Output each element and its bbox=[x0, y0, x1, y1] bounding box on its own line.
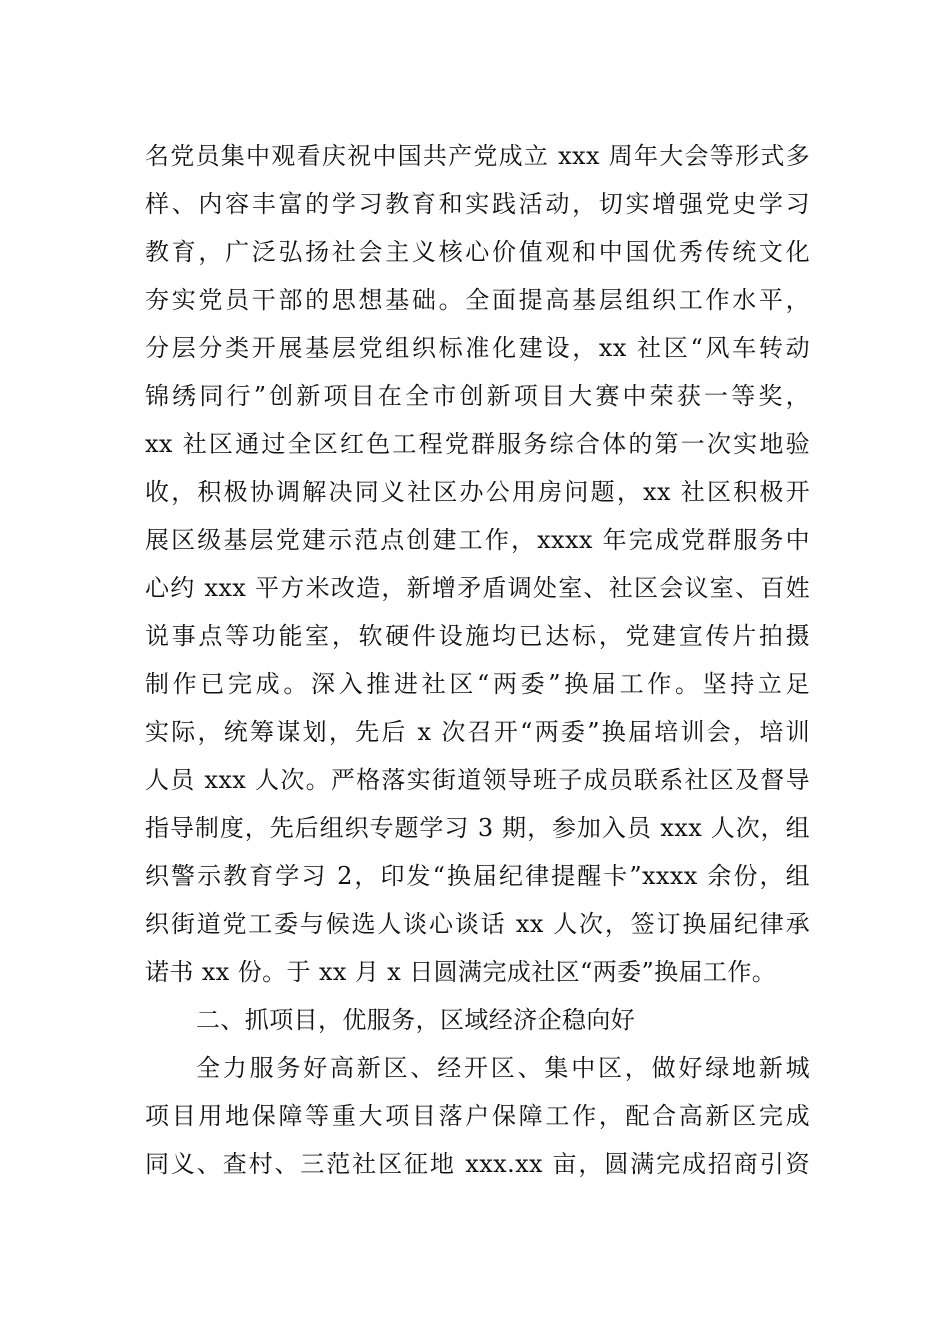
section-heading: 二、抓项目，优服务，区域经济企稳向好 bbox=[196, 1006, 636, 1034]
body-text-line: 织警示教育学习 2，印发“换届纪律提醒卡”xxxx 余份，组 bbox=[145, 862, 810, 890]
body-text-line: 锦绣同行”创新项目在全市创新项目大赛中荣获一等奖， bbox=[145, 382, 810, 410]
body-text-line: 心约 xxx 平方米改造，新增矛盾调处室、社区会议室、百姓 bbox=[145, 574, 810, 602]
body-text-line: 教育，广泛弘扬社会主义核心价值观和中国优秀传统文化 bbox=[145, 238, 810, 266]
body-text-line: 人员 xxx 人次。严格落实街道领导班子成员联系社区及督导 bbox=[145, 766, 810, 794]
body-text-line: 指导制度，先后组织专题学习 3 期，参加入员 xxx 人次，组 bbox=[145, 814, 810, 842]
body-text-line: 收，积极协调解决同义社区办公用房问题，xx 社区积极开 bbox=[145, 478, 810, 506]
body-text-line: 制作已完成。深入推进社区“两委”换届工作。坚持立足 bbox=[145, 670, 810, 698]
body-text-line: 全力服务好高新区、经开区、集中区，做好绿地新城 bbox=[196, 1054, 810, 1082]
body-text-line: 项目用地保障等重大项目落户保障工作，配合高新区完成 bbox=[145, 1102, 810, 1130]
body-text-line: 实际，统筹谋划，先后 x 次召开“两委”换届培训会，培训 bbox=[145, 718, 810, 746]
body-text-line: 同义、查村、三范社区征地 xxx.xx 亩，圆满完成招商引资 bbox=[145, 1150, 810, 1178]
body-text-line: xx 社区通过全区红色工程党群服务综合体的第一次实地验 bbox=[145, 430, 810, 458]
body-text-line: 织街道党工委与候选人谈心谈话 xx 人次，签订换届纪律承 bbox=[145, 910, 810, 938]
body-text-line: 分层分类开展基层党组织标准化建设，xx 社区“风车转动 bbox=[145, 334, 810, 362]
body-text-line: 名党员集中观看庆祝中国共产党成立 xxx 周年大会等形式多 bbox=[145, 142, 810, 170]
body-text-line: 样、内容丰富的学习教育和实践活动，切实增强党史学习 bbox=[145, 190, 810, 218]
body-text-line: 夯实党员干部的思想基础。全面提高基层组织工作水平， bbox=[145, 286, 810, 314]
body-text-line: 说事点等功能室，软硬件设施均已达标，党建宣传片拍摄 bbox=[145, 622, 810, 650]
body-text-line: 展区级基层党建示范点创建工作，xxxx 年完成党群服务中 bbox=[145, 526, 810, 554]
body-text-line: 诺书 xx 份。于 xx 月 x 日圆满完成社区“两委”换届工作。 bbox=[145, 958, 777, 986]
